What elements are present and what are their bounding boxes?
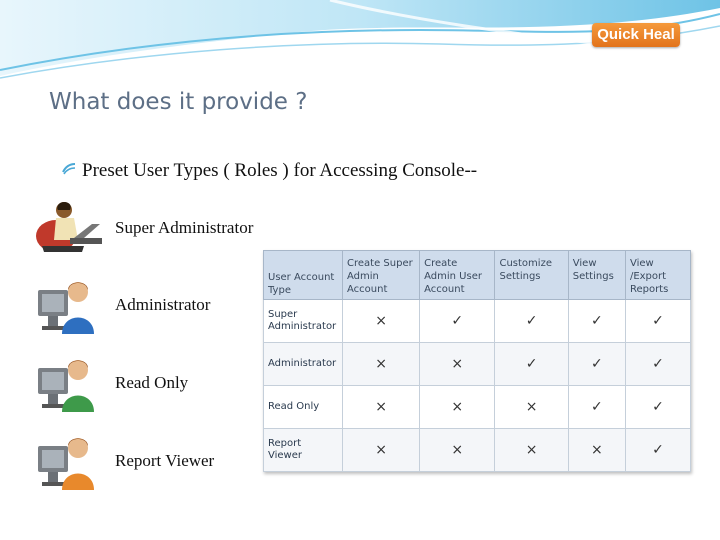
role-label-administrator: Administrator <box>115 295 211 314</box>
table-row <box>264 343 691 386</box>
permission-cell: ✓ <box>495 343 568 386</box>
role-label-super-administrator: Super Administrator <box>115 218 254 237</box>
bullet-icon <box>62 162 76 176</box>
permission-cell: ✓ <box>568 343 625 386</box>
column-header: User Account Type <box>264 251 343 300</box>
row-header: Super Administrator <box>264 300 343 343</box>
permission-cell: × <box>343 343 420 386</box>
table-row <box>264 386 691 429</box>
column-header: Create Admin User Account <box>420 251 495 300</box>
row-header: Report Viewer <box>264 429 343 472</box>
column-header: View Settings <box>568 251 625 300</box>
permission-cell: × <box>343 300 420 343</box>
user-computer-icon <box>34 278 104 336</box>
permissions-table <box>263 250 691 472</box>
permission-cell: × <box>420 343 495 386</box>
table-row <box>264 300 691 343</box>
column-header: View /Export Reports <box>625 251 690 300</box>
page-title: What does it provide ? <box>49 89 308 115</box>
permission-cell: × <box>495 429 568 472</box>
permission-cell: × <box>343 386 420 429</box>
permission-cell: ✓ <box>625 429 690 472</box>
person-laptop-icon <box>34 200 104 258</box>
permission-cell: ✓ <box>568 300 625 343</box>
bullet-text: Preset User Types ( Roles ) for Accessing Console-- <box>82 160 478 181</box>
user-computer-icon <box>34 434 104 492</box>
role-label-report-viewer: Report Viewer <box>115 451 215 470</box>
permission-cell: ✓ <box>625 386 690 429</box>
permission-cell: × <box>568 429 625 472</box>
permission-cell: ✓ <box>625 343 690 386</box>
permission-cell: × <box>343 429 420 472</box>
role-label-read-only: Read Only <box>115 373 189 392</box>
table-header-row <box>264 251 691 300</box>
column-header: Create Super Admin Account <box>343 251 420 300</box>
permission-cell: ✓ <box>420 300 495 343</box>
permission-cell: × <box>420 429 495 472</box>
permission-cell: × <box>495 386 568 429</box>
column-header: Customize Settings <box>495 251 568 300</box>
row-header: Administrator <box>264 343 343 386</box>
table-row <box>264 429 691 472</box>
permission-cell: ✓ <box>625 300 690 343</box>
user-computer-icon <box>34 356 104 414</box>
permission-cell: ✓ <box>568 386 625 429</box>
permission-cell: ✓ <box>495 300 568 343</box>
permission-cell: × <box>420 386 495 429</box>
quick-heal-logo: Quick Heal <box>592 23 680 47</box>
bullet-preset-user-types <box>62 160 477 182</box>
row-header: Read Only <box>264 386 343 429</box>
